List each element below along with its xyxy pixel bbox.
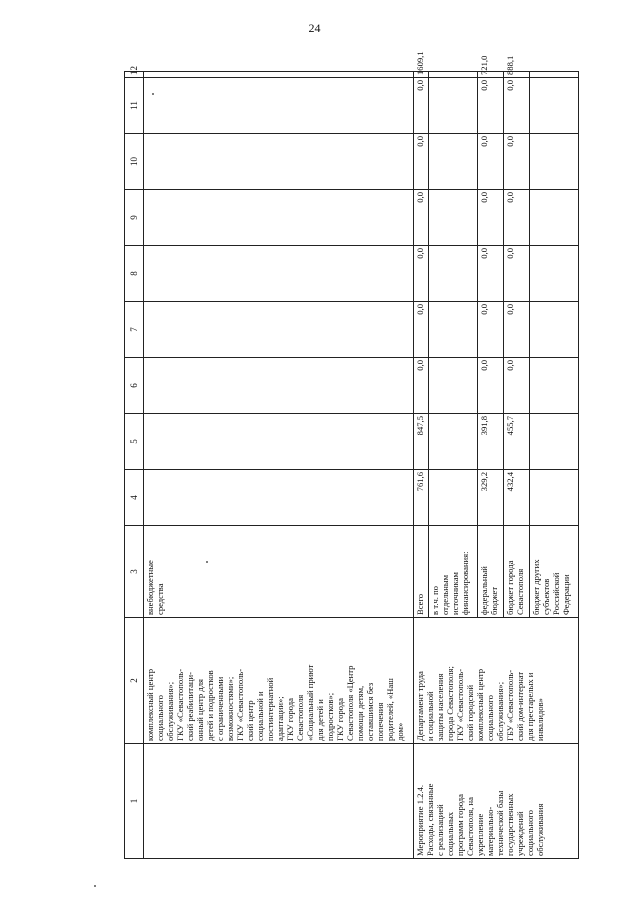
value-cell: [144, 246, 414, 302]
value-cell: [428, 246, 477, 302]
value-cell: [428, 302, 477, 358]
executor-cell: комплексный центр социального обслуживания»; ГКУ «Севастополь- ский реабилитаци- онный центр для детей и подростков с ограниченными возможностями»; ГКУ «Севастополь- ский центр социальной и постинтернатной адаптации»; ГКУ города Севастополя «Социальный приют для детей и подростков»; ГКУ города Севастополя «Центр помощи детям, оставшимся без попечения родителей, «Наш дом»: [144, 618, 414, 744]
value-cell: 0,0: [503, 78, 529, 134]
value-cell: [144, 134, 414, 190]
value-cell: [428, 72, 477, 78]
value-cell: [530, 78, 579, 134]
value-cell: [530, 414, 579, 470]
value-cell: 0,0: [503, 134, 529, 190]
value-cell: 329,2: [477, 470, 503, 526]
value-cell: 0,0: [414, 246, 429, 302]
value-cell: 455,7: [503, 414, 529, 470]
value-cell: 432,4: [503, 470, 529, 526]
value-cell: [428, 358, 477, 414]
column-header: 1: [125, 744, 144, 859]
column-header: 5: [125, 414, 144, 470]
scan-speck: [206, 561, 208, 563]
value-cell: 761,6: [414, 470, 429, 526]
source-cell: внебюджетные средства: [144, 526, 414, 618]
source-label: в т.ч. по отдельным источникам финансирования:: [428, 526, 477, 618]
value-cell: 1609,1: [414, 72, 429, 78]
value-cell: 0,0: [477, 78, 503, 134]
value-cell: [144, 190, 414, 246]
source-label: бюджет других субъектов Российской Федерации: [530, 526, 579, 618]
page-number: 24: [308, 21, 321, 35]
value-cell: [530, 190, 579, 246]
value-cell: 0,0: [477, 302, 503, 358]
column-number-row: [125, 72, 144, 859]
value-cell: [428, 470, 477, 526]
value-cell: 391,8: [477, 414, 503, 470]
column-header: 12: [125, 72, 144, 78]
value-cell: 0,0: [477, 190, 503, 246]
column-header: 4: [125, 470, 144, 526]
measure-cell-empty: [144, 744, 414, 859]
value-cell: 888,1: [503, 72, 529, 78]
column-header: 2: [125, 618, 144, 744]
value-cell: 0,0: [414, 134, 429, 190]
value-cell: [144, 358, 414, 414]
column-header: 3: [125, 526, 144, 618]
measure-executor: Департамент труда и социальной защиты населения города Севастополя; ГКУ «Севастополь- ский городской комплексный центр социального обслуживания»; ГБУ «Севастополь- ский дом-интернат для престарелых и инвалидов»: [414, 618, 579, 744]
value-cell: 0,0: [503, 358, 529, 414]
value-cell: [530, 72, 579, 78]
value-cell: [144, 72, 414, 78]
rotated-table-area: [124, 51, 579, 859]
value-cell: [530, 302, 579, 358]
value-cell: 0,0: [503, 190, 529, 246]
measure-name: Мероприятие 1.2.4. Расходы, связанные с реализацией социальных программ города Севастополя, на укрепление материально- технической базы государственных учреждений социального обслуживания: [414, 744, 579, 859]
value-cell: [144, 470, 414, 526]
value-cell: [530, 358, 579, 414]
value-cell: 0,0: [477, 358, 503, 414]
value-cell: [428, 414, 477, 470]
scan-speck: [94, 885, 96, 887]
financing-table: [124, 51, 579, 859]
column-header: 6: [125, 358, 144, 414]
source-label: Всего: [414, 526, 429, 618]
column-header: 10: [125, 134, 144, 190]
value-cell: [144, 302, 414, 358]
continuation-row: [144, 72, 414, 859]
value-cell: 721,0: [477, 72, 503, 78]
value-cell: 0,0: [414, 78, 429, 134]
value-cell: 0,0: [414, 302, 429, 358]
value-cell: [428, 134, 477, 190]
value-cell: 0,0: [503, 302, 529, 358]
column-header: 7: [125, 302, 144, 358]
column-header: 9: [125, 190, 144, 246]
value-cell: 0,0: [503, 246, 529, 302]
value-cell: [530, 134, 579, 190]
value-cell: 0,0: [414, 358, 429, 414]
column-header: 8: [125, 246, 144, 302]
value-cell: [428, 190, 477, 246]
value-cell: 847,5: [414, 414, 429, 470]
source-label: федеральный бюджет: [477, 526, 503, 618]
value-cell: 0,0: [477, 246, 503, 302]
value-cell: [530, 246, 579, 302]
value-cell: [530, 470, 579, 526]
value-cell: [144, 414, 414, 470]
scan-speck: [152, 93, 154, 95]
source-label: бюджет города Севастополя: [503, 526, 529, 618]
value-cell: [144, 78, 414, 134]
financing-row-total: [414, 72, 429, 859]
column-header: 11: [125, 78, 144, 134]
value-cell: 0,0: [477, 134, 503, 190]
value-cell: 0,0: [414, 190, 429, 246]
value-cell: [428, 78, 477, 134]
